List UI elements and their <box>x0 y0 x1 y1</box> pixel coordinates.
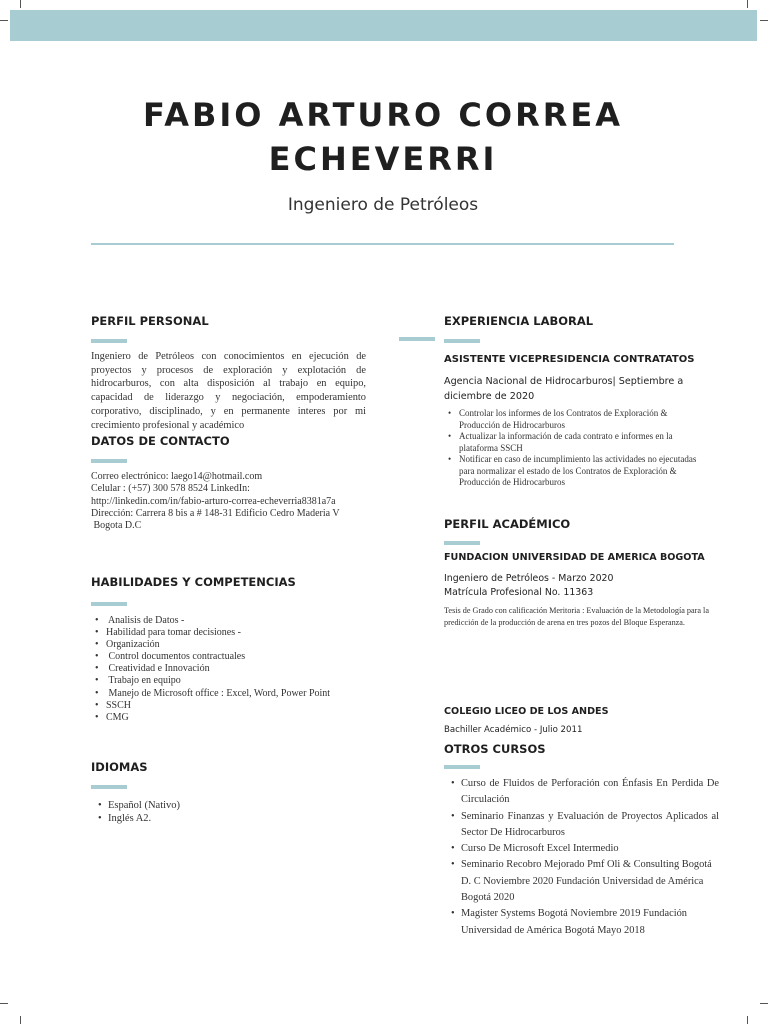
section-title-perfil-personal: PERFIL PERSONAL <box>91 314 209 328</box>
courses-list <box>461 776 719 939</box>
section-accent <box>91 602 127 606</box>
section-title-habilidades: HABILIDADES Y COMPETENCIAS <box>91 575 296 589</box>
list-item: • Curso De Microsoft Excel Intermedio <box>461 841 719 857</box>
job-title: ASISTENTE VICEPRESIDENCIA CONTRATATOS <box>444 354 695 365</box>
candidate-role: Ingeniero de Petróleos <box>287 195 479 215</box>
list-item: • Seminario Finanzas y Evaluación de Proyectos Aplicados al Sector De Hidrocarburos <box>461 809 719 842</box>
contact-address: Dirección: Carrera 8 bis a # 148-31 Edificio Cedro Maderia V <box>91 507 340 519</box>
list-item: • Notificar en caso de incumplimiento las actividades no ejecutadas para normalizar el estado de los Contratos de Exploración & Producción de Hidrocarburos <box>459 454 709 489</box>
thesis-text: Tesis de Grado con calificación Meritoria : Evaluación de la Metodología para la predicción de la producción de arena en tres pozos del Bloque Esperanza. <box>444 606 709 628</box>
contact-phone: Celular : (+57) 300 578 8524 LinkedIn: <box>91 483 250 495</box>
university-name: FUNDACION UNIVERSIDAD DE AMERICA BOGOTA <box>444 552 705 563</box>
list-item: • Analisis de Datos - <box>106 615 366 627</box>
list-item: • Habilidad para tomar decisiones - <box>106 627 366 639</box>
list-item: • Magister Systems Bogotá Noviembre 2019 Fundación Universidad de América Bogotá Mayo 2018 <box>461 906 719 939</box>
section-accent <box>91 339 127 343</box>
section-accent <box>444 765 480 769</box>
list-item: • Seminario Recobro Mejorado Pmf Oli & Consulting Bogotá D. C Noviembre 2020 Fundación Universidad de América Bogotá 2020 <box>461 857 719 906</box>
section-accent <box>91 459 127 463</box>
languages-list <box>108 799 358 825</box>
crop-mark <box>0 20 8 21</box>
school-name: COLEGIO LICEO DE LOS ANDES <box>444 706 609 717</box>
contact-linkedin: http://linkedin.com/in/fabio-arturo-correa-echeverria8381a7a <box>91 495 336 507</box>
list-item: • Creatividad e Innovación <box>106 663 366 675</box>
school-degree: Bachiller Académico - Julio 2011 <box>444 725 583 735</box>
list-item: • Inglés A2. <box>108 812 358 825</box>
degree-title: Ingeniero de Petróleos - Marzo 2020 <box>444 573 614 584</box>
list-item: • Organización <box>106 639 366 651</box>
header-band <box>10 10 757 41</box>
column-accent <box>399 337 435 341</box>
job-duties-list <box>459 408 709 489</box>
list-item: • Control documentos contractuales <box>106 651 366 663</box>
crop-mark <box>747 1016 748 1024</box>
crop-mark <box>20 0 21 8</box>
section-accent <box>91 785 127 789</box>
list-item: • CMG <box>106 712 366 724</box>
job-employer <box>444 374 724 404</box>
list-item: • Trabajo en equipo <box>106 675 366 687</box>
crop-mark <box>20 1016 21 1024</box>
section-title-experiencia: EXPERIENCIA LABORAL <box>444 314 594 328</box>
perfil-personal-text: Ingeniero de Petróleos con conocimientos en ejecución de proyectos y procesos de exploración y explotación de hidrocarburos, con alta disposición al trabajo en equipo, capacidad de liderazgo y negociación, empoderamiento corporativo, disciplinado, y en permanente interes por mi crecimiento profesional y académico <box>91 351 366 431</box>
contact-email: Correo electrónico: laego14@hotmail.com <box>91 471 263 482</box>
crop-mark <box>760 20 768 21</box>
candidate-name: FABIO ARTURO CORREA ECHEVERRI <box>143 96 623 178</box>
list-item: • SSCH <box>106 700 366 712</box>
list-item: • Español (Nativo) <box>108 799 358 812</box>
list-item: • Actualizar la información de cada contrato e informes en la plataforma SSCH <box>459 431 709 454</box>
crop-mark <box>0 1003 8 1004</box>
contact-block <box>91 471 376 532</box>
section-title-idiomas: IDIOMAS <box>91 760 148 774</box>
crop-mark <box>760 1003 768 1004</box>
crop-mark <box>747 0 748 8</box>
degree-block <box>444 572 724 600</box>
section-accent <box>444 339 480 343</box>
contact-city: Bogota D.C <box>91 520 142 532</box>
section-title-contacto: DATOS DE CONTACTO <box>91 434 230 448</box>
professional-license: Matrícula Profesional No. 11363 <box>444 587 594 598</box>
job-employer-line: Agencia Nacional de Hidrocarburos| Septiembre a <box>444 376 684 387</box>
section-title-otros-cursos: OTROS CURSOS <box>444 742 546 756</box>
section-title-academico: PERFIL ACADÉMICO <box>444 517 571 531</box>
list-item: • Manejo de Microsoft office : Excel, Word, Power Point <box>106 688 366 700</box>
job-dates: diciembre de 2020 <box>444 391 535 402</box>
skills-list <box>106 615 366 724</box>
section-accent <box>444 541 480 545</box>
list-item: • Controlar los informes de los Contratos de Exploración & Producción de Hidrocarburos <box>459 408 709 431</box>
header-divider <box>91 243 674 245</box>
list-item: • Curso de Fluidos de Perforación con Énfasis En Perdida De Circulación <box>461 776 719 809</box>
